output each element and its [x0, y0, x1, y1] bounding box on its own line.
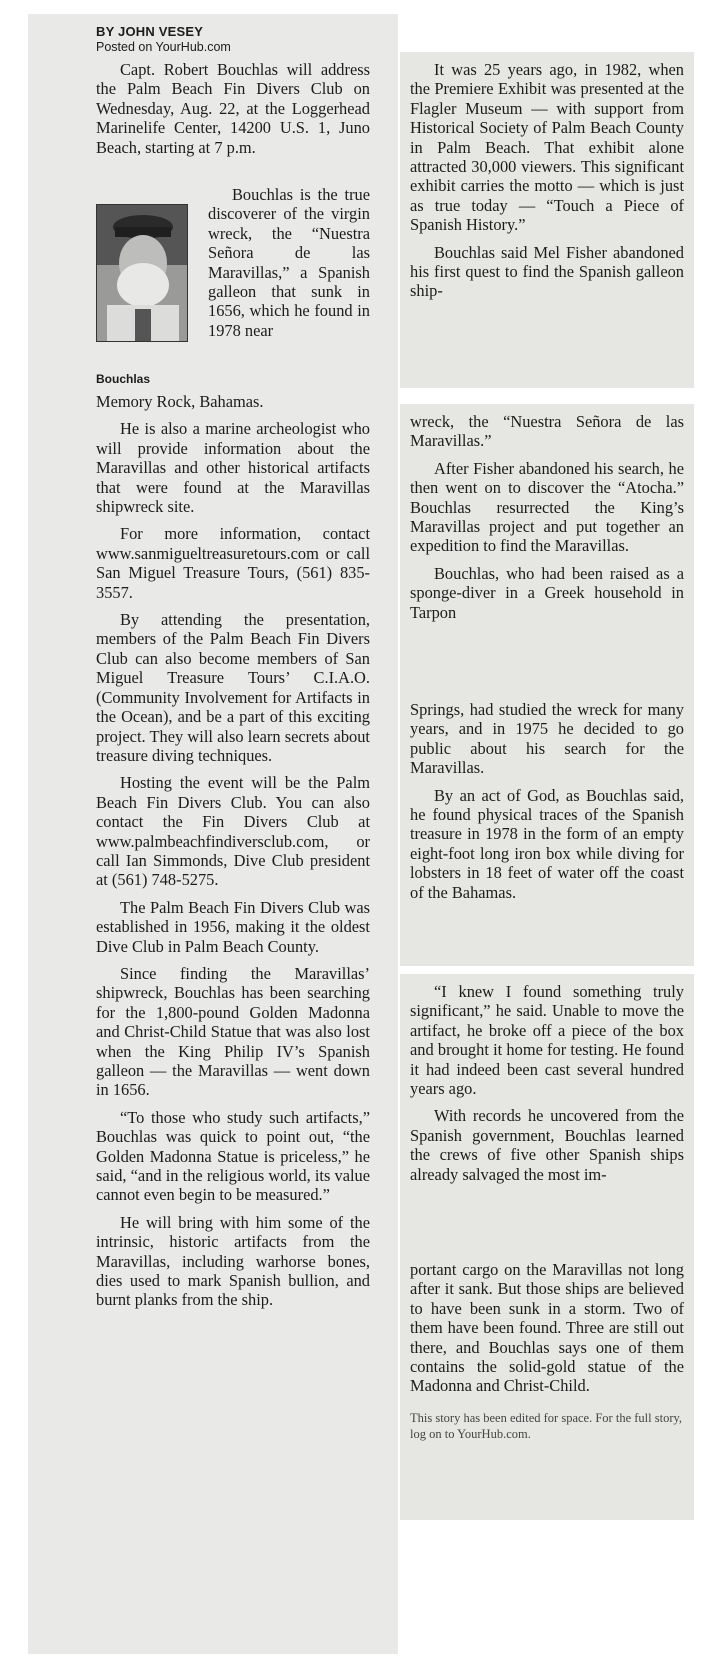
portrait-photo — [96, 204, 188, 342]
right-paragraph: Bouchlas, who had been raised as a sponge-diver in a Greek household in Tarpon — [410, 563, 684, 622]
left-paragraph: “To those who study such artifacts,” Bouchlas was quick to point out, “the Golden Madonna Statue is priceless,” he said, “and in the religious world, its value cannot even begin to be measured.” — [96, 1107, 370, 1205]
right-paragraph: It was 25 years ago, in 1982, when the Premiere Exhibit was presented at the Flagler Museum — with support from Historical Society of Palm Beach County in Palm Beach. That exhibit alone attracted 30,000 viewers. This significant exhibit carries the motto — which is just as true today — “Touch a Piece of Spanish History.” — [410, 60, 684, 235]
footnote: This story has been edited for space. For the full story, log on to YourHub.com. — [410, 1410, 683, 1442]
right-paragraph: With records he uncovered from the Spanish government, Bouchlas learned the crews of five other Spanish ships already salvaged the most im- — [410, 1106, 684, 1184]
left-paragraph: The Palm Beach Fin Divers Club was established in 1956, making it the oldest Dive Club in Palm Beach County. — [96, 897, 370, 956]
left-paragraph: Since finding the Maravillas’ shipwreck, Bouchlas has been searching for the 1,800-pound Golden Madonna and Christ-Child Statue that was also lost when the King Philip IV’s Spanish galleon — the Maravillas — went down in 1656. — [96, 963, 370, 1100]
right-paragraph: “I knew I found something truly significant,” he said. Unable to move the artifact, he broke off a piece of the box and brought it home for testing. He found it had indeed been cast several hundred years ago. — [410, 982, 684, 1099]
left-paragraph: He is also a marine archeologist who will provide information about the Maravillas and other historical artifacts that were found at the Maravillas shipwreck site. — [96, 419, 370, 517]
posted-source: Posted on YourHub.com — [96, 40, 231, 54]
left-paragraph: By attending the presentation, members of the Palm Beach Fin Divers Club can also become members of San Miguel Treasure Tours’ C.I.A.O. (Community Involvement for Artifacts in the Ocean), and be a part of this exciting project. They will also learn secrets about treasure diving techniques. — [96, 610, 370, 765]
right-paragraph: portant cargo on the Maravillas not long after it sank. But those ships are believed to have been sunk in a storm. Two of them have been found. Three are still out there, and Bouchlas says one of them contains the solid-gold statue of the Madonna and Christ-Child. — [410, 1260, 684, 1396]
byline: BY JOHN VESEY — [96, 24, 204, 39]
wrap-paragraph: Bouchlas is the true discoverer of the virgin wreck, the “Nuestra Señora de las Maravillas,” a Spanish galleon that sunk in 1656, which he found in 1978 near — [208, 185, 370, 340]
right-clip-1 — [400, 52, 694, 388]
right-paragraph: wreck, the “Nuestra Señora de las Maravillas.” — [410, 412, 684, 451]
intro-paragraph-block — [96, 60, 370, 165]
left-paragraph: He will bring with him some of the intrinsic, historic artifacts from the Maravillas, including warhorse bones, dies used to mark Spanish bullion, and burnt planks from the ship. — [96, 1212, 370, 1310]
wrap-tail: Memory Rock, Bahamas. — [96, 392, 264, 411]
right-clip-3 — [400, 692, 694, 966]
right-clip-2 — [400, 404, 694, 692]
wrap-around-photo-text — [208, 185, 370, 348]
left-paragraph: Hosting the event will be the Palm Beach Fin Divers Club. You can also contact the Fin Divers Club at www.palmbeachfindiversclub.com, or call Ian Simmonds, Dive Club president at (561) 748-5275. — [96, 773, 370, 890]
right-clip-4 — [400, 974, 694, 1252]
right-paragraph: By an act of God, as Bouchlas said, he found physical traces of the Spanish treasure in 1978 in the form of an empty eight-foot long iron box while diving for lobsters in 18 feet of water off the coast of the Bahamas. — [410, 785, 684, 902]
right-paragraph: Springs, had studied the wreck for many years, and in 1975 he decided to go public about his search for the Maravillas. — [410, 700, 684, 778]
right-paragraph: After Fisher abandoned his search, he then went on to discover the “Atocha.” Bouchlas resurrected the King’s Maravillas project and put together an expedition to find the Maravillas. — [410, 458, 684, 556]
portrait-image — [97, 205, 188, 342]
left-column-body — [96, 392, 370, 1318]
intro-paragraph: Capt. Robert Bouchlas will address the Palm Beach Fin Divers Club on Wednesday, Aug. 22, at the Loggerhead Marinelife Center, 14200 U.S. 1, Juno Beach, starting at 7 p.m. — [96, 60, 370, 157]
photo-caption: Bouchlas — [96, 372, 151, 386]
right-paragraph: Bouchlas said Mel Fisher abandoned his first quest to find the Spanish galleon ship- — [410, 242, 684, 301]
right-clip-5 — [400, 1252, 694, 1520]
left-paragraph: For more information, contact www.sanmigueltreasuretours.com or call San Miguel Treasure Tours, (561) 835-3557. — [96, 524, 370, 602]
